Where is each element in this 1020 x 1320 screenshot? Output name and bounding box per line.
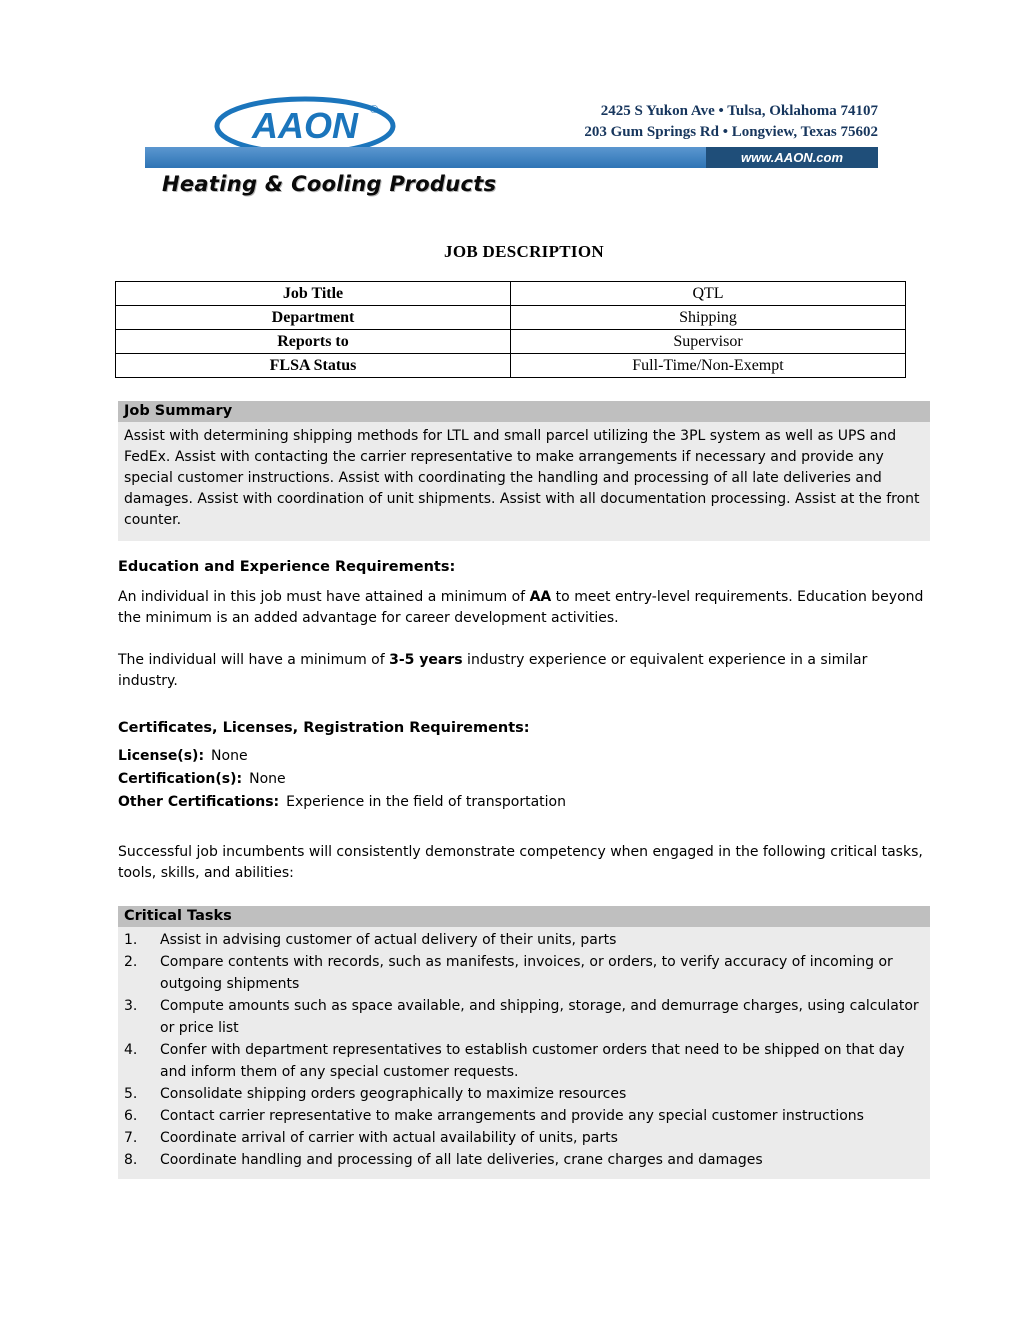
flsa-status-label: FLSA Status — [116, 354, 511, 378]
critical-tasks-section — [118, 906, 930, 1179]
critical-tasks-heading: Critical Tasks — [118, 906, 930, 927]
department-label: Department — [116, 306, 511, 330]
job-summary-section — [118, 401, 930, 541]
table-row — [116, 354, 906, 378]
task-item: Confer with department representatives to establish customer orders that need to be shipped on that day and inform them of any special customer requests. — [160, 1042, 905, 1080]
divider-bar-segment — [145, 147, 706, 168]
job-summary-heading: Job Summary — [118, 401, 930, 422]
reports-to-value: Supervisor — [511, 330, 906, 354]
address-line-2: 203 Gum Springs Rd • Longview, Texas 75602 — [584, 124, 878, 140]
other-certifications-label: Other Certifications: — [118, 794, 280, 810]
education-paragraph-2 — [118, 650, 930, 692]
job-title-label: Job Title — [116, 282, 511, 306]
company-addresses — [458, 101, 878, 143]
registered-mark: ® — [370, 104, 379, 116]
page-title: JOB DESCRIPTION — [444, 242, 604, 261]
header-divider-bar — [145, 147, 878, 168]
flsa-status-value: Full-Time/Non-Exempt — [511, 354, 906, 378]
certificates-heading: Certificates, Licenses, Registration Requirements: — [118, 720, 530, 736]
other-certifications-value: Experience in the field of transportation — [286, 794, 566, 810]
education-p2-pre: The individual will have a minimum of — [118, 652, 390, 668]
certification-line — [118, 768, 930, 791]
job-info-table — [115, 281, 906, 378]
table-row — [116, 330, 906, 354]
reports-to-label: Reports to — [116, 330, 511, 354]
education-p1-pre: An individual in this job must have attained a minimum of — [118, 589, 530, 605]
education-heading: Education and Experience Requirements: — [118, 559, 456, 575]
task-item: Assist in advising customer of actual delivery of their units, parts — [160, 932, 617, 948]
website-url: www.AAON.com — [706, 147, 878, 168]
task-item: Compute amounts such as space available, and shipping, storage, and demurrage charges, using calculator or price list — [160, 998, 919, 1036]
task-item: Contact carrier representative to make arrangements and provide any special customer instructions — [160, 1108, 864, 1124]
education-paragraph-1 — [118, 587, 930, 629]
certification-label: Certification(s): — [118, 771, 243, 787]
education-p2-bold: 3-5 years — [389, 652, 463, 668]
task-item: Coordinate arrival of carrier with actual availability of units, parts — [160, 1130, 618, 1146]
job-title-value: QTL — [511, 282, 906, 306]
education-p1-bold: AA — [529, 589, 552, 605]
task-item: Compare contents with records, such as manifests, invoices, or orders, to verify accuracy of incoming or outgoing shipments — [160, 954, 893, 992]
license-label: License(s): — [118, 748, 205, 764]
logo-wordmark: AAON — [252, 105, 358, 146]
address-line-1: 2425 S Yukon Ave • Tulsa, Oklahoma 74107 — [600, 103, 878, 119]
table-row — [116, 306, 906, 330]
company-tagline: Heating & Cooling Products — [162, 172, 497, 196]
competency-intro-paragraph: Successful job incumbents will consistently demonstrate competency when engaged in the following critical tasks, tools, skills, and abilities: — [118, 844, 923, 881]
license-line — [118, 745, 930, 768]
certificates-list — [118, 745, 930, 814]
education-p2-post: industry experience or equivalent experience in a similar industry. — [118, 652, 868, 689]
other-certifications-line — [118, 791, 930, 814]
critical-tasks-list — [118, 927, 930, 1179]
certification-value: None — [249, 771, 286, 787]
education-p1-post: to meet entry-level requirements. Education beyond the minimum is an added advantage for career development activities. — [118, 589, 924, 626]
department-value: Shipping — [511, 306, 906, 330]
table-row — [116, 282, 906, 306]
task-item: Consolidate shipping orders geographically to maximize resources — [160, 1086, 627, 1102]
task-item: Coordinate handling and processing of all late deliveries, crane charges and damages — [160, 1152, 763, 1168]
job-summary-text: Assist with determining shipping methods for LTL and small parcel utilizing the 3PL system as well as UPS and FedEx. Assist with contacting the carrier representative to make arrangements if necessary and provide any special customer instructions. Assist with coordinating the handling and processing of all late deliveries and damages. Assist with coordination of unit shipments. Assist with all documentation processing. Assist at the front counter. — [118, 422, 930, 541]
license-value: None — [211, 748, 248, 764]
document-content — [118, 242, 930, 1179]
